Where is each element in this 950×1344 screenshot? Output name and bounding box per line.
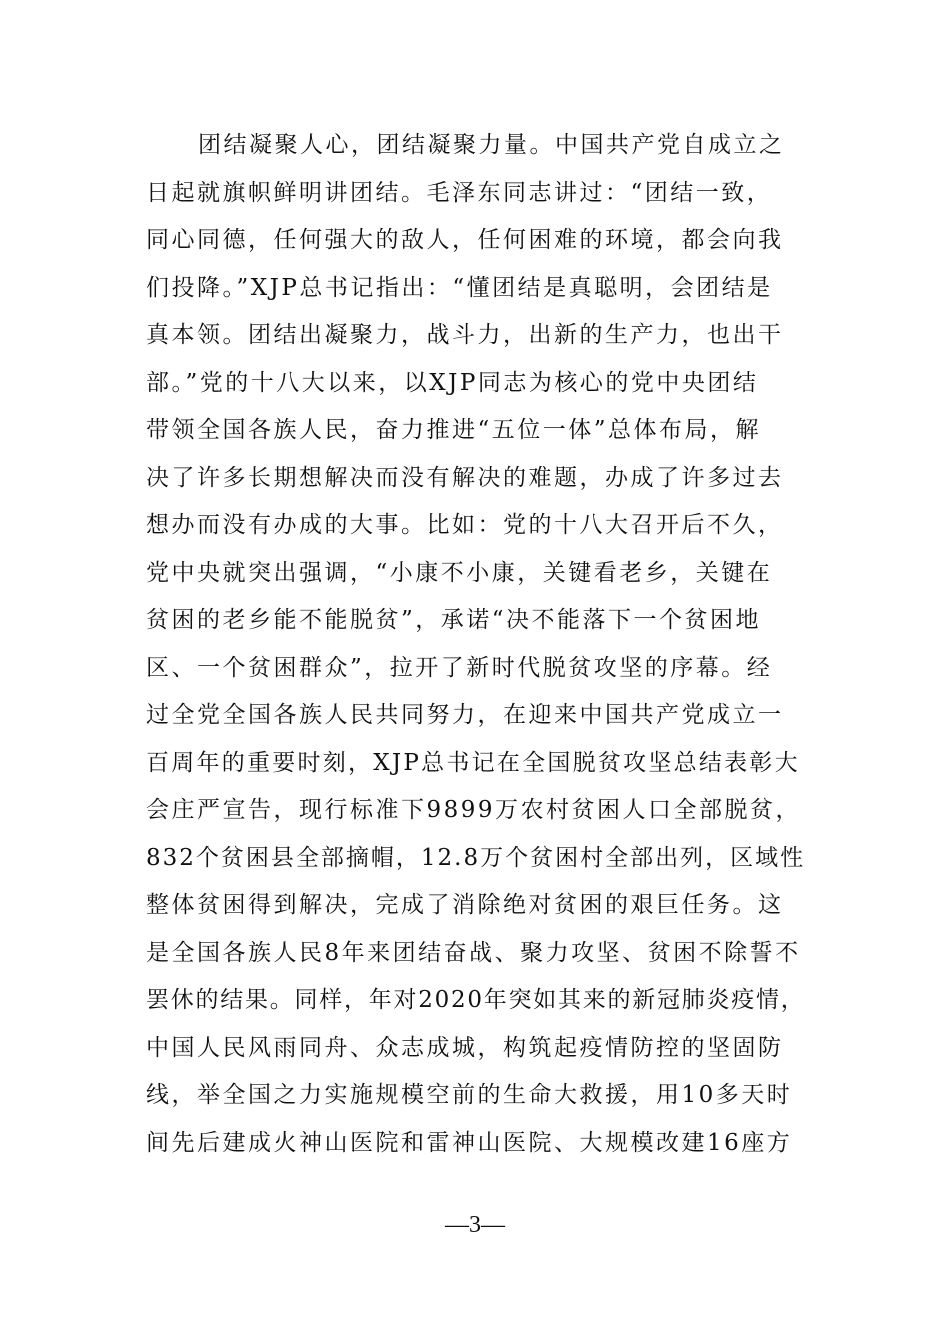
paragraph-line: 整体贫困得到解决，完成了消除绝对贫困的艰巨任务。这 — [146, 892, 784, 918]
paragraph-line: 部。”党的十八大以来，以XJP同志为核心的党中央团结 — [146, 369, 759, 396]
paragraph-line: 真本领。团结出凝聚力，战斗力，出新的生产力，也出干 — [146, 322, 784, 348]
paragraph-line: 会庄严宣告，现行标准下9899万农村贫困人口全部脱贫， — [146, 797, 802, 823]
paragraph-line: 中国人民风雨同舟、众志成城，构筑起疫情防控的坚固防 — [146, 1034, 784, 1061]
paragraph-line: 是全国各族人民8年来团结奋战、聚力攻坚、贫困不除誓不 — [146, 939, 801, 966]
paragraph-line: 832个贫困县全部摘帽，12.8万个贫困村全部出列，区域性 — [146, 844, 806, 871]
paragraph-line: 日起就旗帜鲜明讲团结。毛泽东同志讲过：“团结一致， — [146, 179, 773, 206]
paragraph-line: 区、一个贫困群众”，拉开了新时代脱贫攻坚的序幕。经 — [146, 654, 773, 681]
body-paragraph — [146, 122, 806, 1167]
paragraph-line: 决了许多长期想解决而没有解决的难题，办成了许多过去 — [146, 464, 784, 491]
paragraph-line: 想办而没有办成的大事。比如：党的十八大召开后不久， — [146, 512, 784, 538]
paragraph-line: 同心同德，任何强大的敌人，任何困难的环境，都会向我 — [146, 227, 784, 253]
paragraph-line: 罢休的结果。同样，年对2020年突如其来的新冠肺炎疫情， — [146, 987, 806, 1013]
paragraph-line: 们投降。”XJP总书记指出：“懂团结是真聪明，会团结是 — [146, 274, 773, 301]
paragraph-line: 过全党全国各族人民共同努力，在迎来中国共产党成立一 — [146, 702, 784, 728]
paragraph-line: 间先后建成火神山医院和雷神山医院、大规模改建16座方 — [146, 1129, 793, 1156]
paragraph-line: 带领全国各族人民，奋力推进“五位一体”总体布局，解 — [146, 417, 762, 443]
paragraph-line: 贫困的老乡能不能脱贫”，承诺“决不能落下一个贫困地 — [146, 607, 762, 633]
paragraph-line: 百周年的重要时刻，XJP总书记在全国脱贫攻坚总结表彰大 — [146, 749, 800, 776]
paragraph-line: 团结凝聚人心，团结凝聚力量。中国共产党自成立之 — [198, 132, 785, 158]
page-number: —3— — [445, 1212, 505, 1238]
paragraph-line: 党中央就突出强调，“小康不小康，关键看老乡，关键在 — [146, 559, 773, 586]
paragraph-line: 线，举全国之力实施规模空前的生命大救援，用10多天时 — [146, 1082, 793, 1108]
